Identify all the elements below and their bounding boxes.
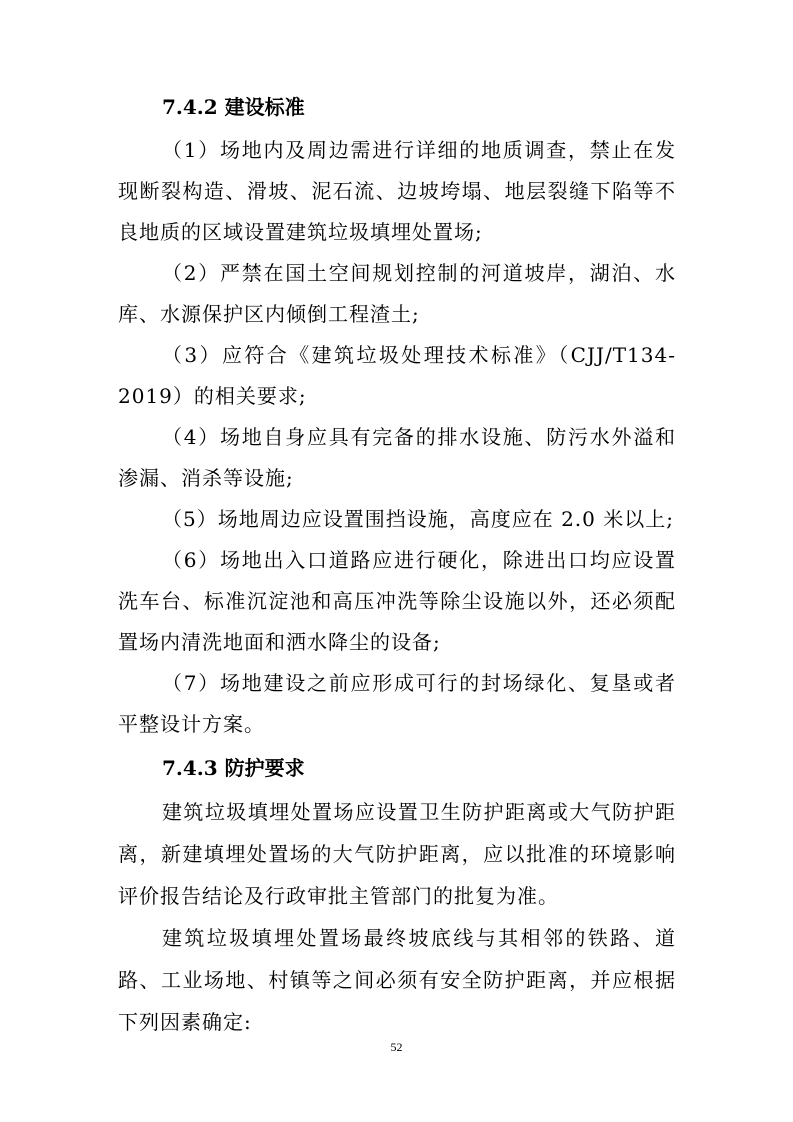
paragraph-item-3: （3）应符合《建筑垃圾处理技术标准》（CJJ/T134-2019）的相关要求; [118,343,676,408]
paragraph-item-5: （5）场地周边应设置围挡设施，高度应在 2.0 米以上; [162,507,674,531]
paragraph-protection-distance: 建筑垃圾填埋处置场应设置卫生防护距离或大气防护距离，新建填埋处置场的大气防护距离，应以批准的环境影响评价报告结论及行政审批主管部门的批复为准。 [118,800,676,908]
paragraph-item-1: （1）场地内及周边需进行详细的地质调查，禁止在发现断裂构造、滑坡、泥石流、边坡垮塌、地层裂缝下陷等不良地质的区域设置建筑垃圾填埋处置场; [118,138,676,244]
paragraph-item-2: （2）严禁在国土空间规划控制的河道坡岸，湖泊、水库、水源保护区内倾倒工程渣土; [118,261,676,326]
paragraph-item-4: （4）场地自身应具有完备的排水设施、防污水外溢和渗漏、消杀等设施; [118,425,676,490]
paragraph-item-7: （7）场地建设之前应形成可行的封场绿化、复垦或者平整设计方案。 [118,671,676,736]
section-heading-7-4-3: 7.4.3 防护要求 [162,756,305,780]
section-heading-7-4-2: 7.4.2 建设标准 [162,95,305,119]
page-content [118,84,676,1043]
paragraph-item-6: （6）场地出入口道路应进行硬化，除进出口均应设置洗车台、标准沉淀池和高压冲洗等除尘设施以外，还必须配置场内清洗地面和洒水降尘的设备; [118,548,676,654]
paragraph-safety-distance: 建筑垃圾填埋处置场最终坡底线与其相邻的铁路、道路、工业场地、村镇等之间必须有安全防护距离，并应根据下列因素确定: [118,926,676,1034]
page-number: 52 [390,1040,403,1054]
